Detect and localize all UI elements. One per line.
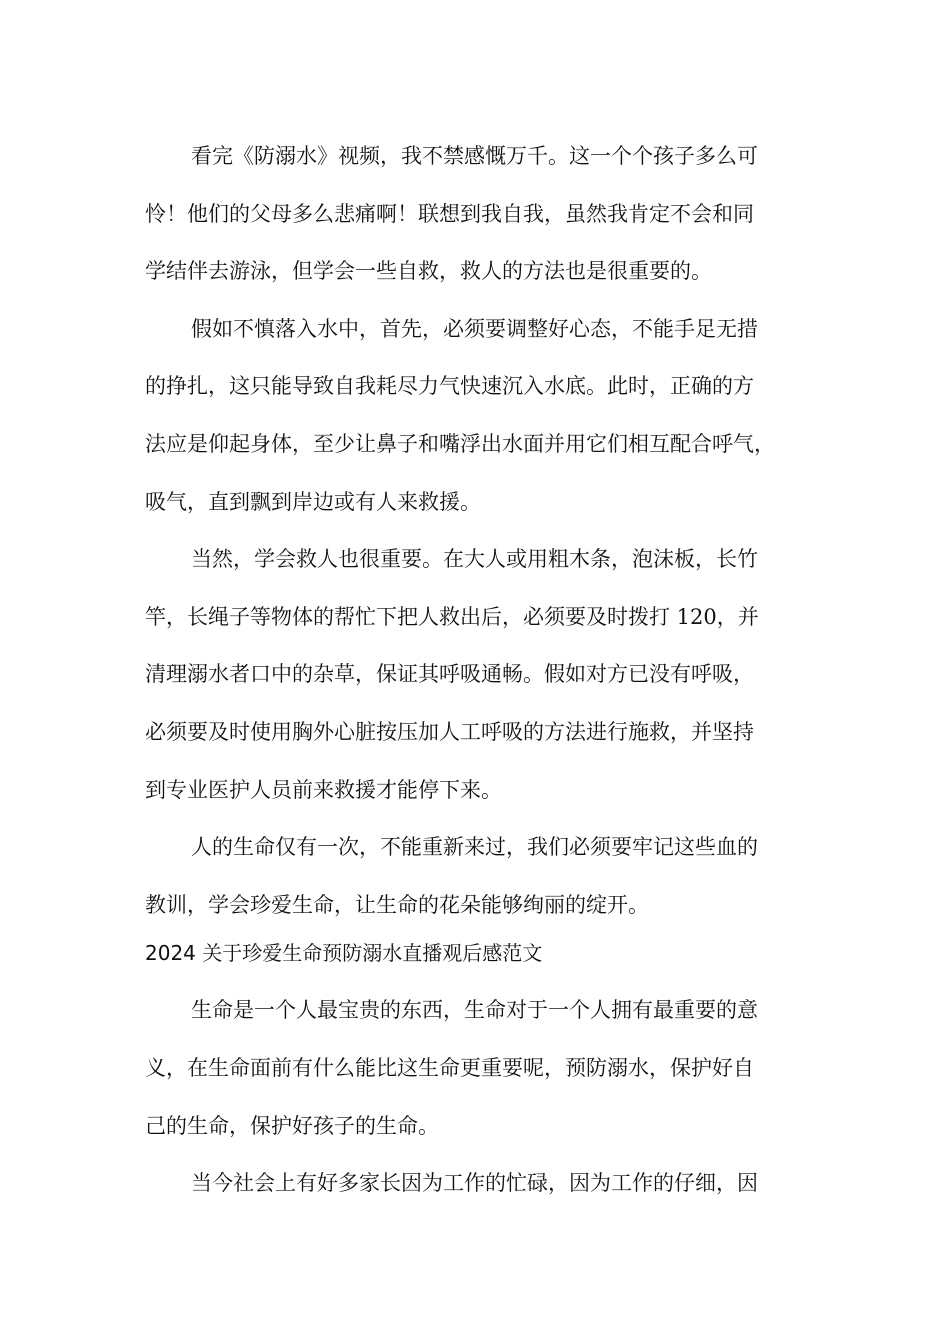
- paragraph-5-line-3: 己的生命，保护好孩子的生命。: [145, 1113, 439, 1138]
- section-heading: 2024 关于珍爱生命预防溺水直播观后感范文: [145, 941, 543, 966]
- paragraph-4-line-2: 教训，学会珍爱生命，让生命的花朵能够绚丽的绽开。: [145, 892, 649, 917]
- paragraph-6-line-1: 当今社会上有好多家长因为工作的忙碌，因为工作的仔细，因: [191, 1171, 758, 1196]
- paragraph-2-line-1: 假如不慎落入水中，首先，必须要调整好心态，不能手足无措: [191, 316, 758, 341]
- paragraph-2-line-3: 法应是仰起身体，至少让鼻子和嘴浮出水面并用它们相互配合呼气，: [145, 431, 775, 456]
- document-body: [145, 128, 817, 1213]
- paragraph-3-line-2: 竿，长绳子等物体的帮忙下把人救出后，必须要及时拨打 120，并: [145, 604, 759, 629]
- paragraph-3-line-5: 到专业医护人员前来救援才能停下来。: [145, 777, 502, 802]
- paragraph-1-line-2: 怜！他们的父母多么悲痛啊！联想到我自我，虽然我肯定不会和同: [145, 201, 754, 226]
- paragraph-1-line-1: 看完《防溺水》视频，我不禁感慨万千。这一个个孩子多么可: [191, 144, 758, 168]
- paragraph-3-line-3: 清理溺水者口中的杂草，保证其呼吸通畅。假如对方已没有呼吸，: [145, 662, 754, 687]
- paragraph-1-line-3: 学结伴去游泳，但学会一些自救，救人的方法也是很重要的。: [145, 259, 712, 284]
- paragraph-5-line-1: 生命是一个人最宝贵的东西，生命对于一个人拥有最重要的意: [191, 998, 758, 1023]
- paragraph-2-line-4: 吸气，直到飘到岸边或有人来救援。: [145, 489, 481, 514]
- paragraph-3-line-1: 当然，学会救人也很重要。在大人或用粗木条，泡沫板，长竹: [191, 547, 758, 572]
- paragraph-2-line-2: 的挣扎，这只能导致自我耗尽力气快速沉入水底。此时，正确的方: [145, 374, 754, 399]
- paragraph-3-line-4: 必须要及时使用胸外心脏按压加人工呼吸的方法进行施救，并坚持: [145, 719, 754, 744]
- paragraph-4-line-1: 人的生命仅有一次，不能重新来过，我们必须要牢记这些血的: [191, 835, 758, 860]
- paragraph-5-line-2: 义，在生命面前有什么能比这生命更重要呢，预防溺水，保护好自: [145, 1055, 754, 1080]
